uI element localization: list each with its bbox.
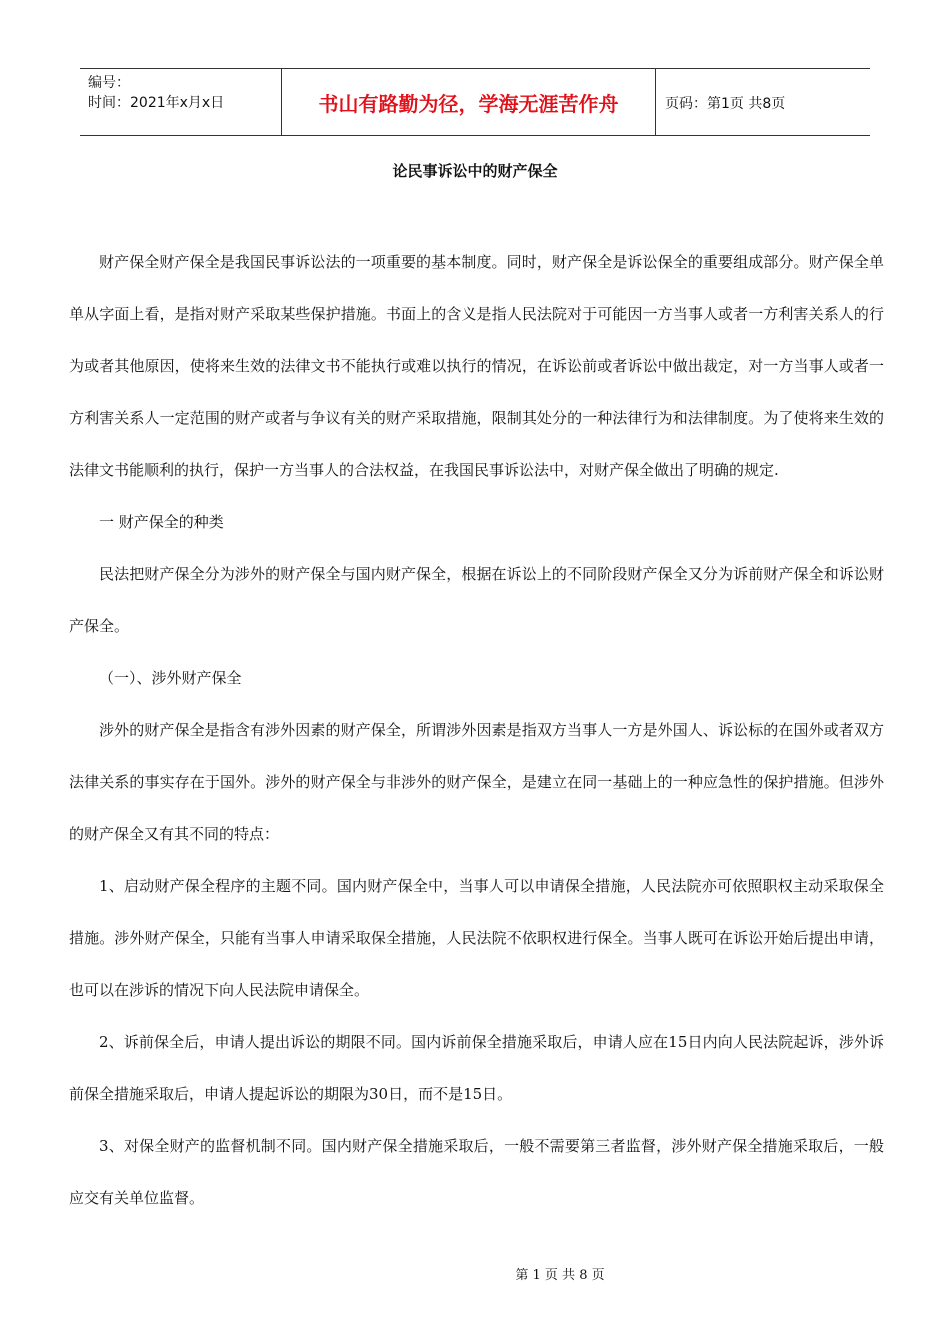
- document-date: 时间：2021年x月x日: [88, 95, 225, 111]
- document-title: 论民事诉讼中的财产保全: [392, 162, 558, 180]
- section-heading: 一 财产保全的种类: [99, 513, 224, 531]
- list-item: 2、诉前保全后，申请人提出诉讼的期限不同。国内诉前保全措施采取后，申请人应在15日内向人民法院起诉，涉外诉前保全措施采取后，申请人提起诉讼的期限为30日，而不是15日。: [69, 1033, 884, 1103]
- paragraph: 财产保全财产保全是我国民事诉讼法的一项重要的基本制度。同时，财产保全是诉讼保全的重要组成部分。财产保全单单从字面上看，是指对财产采取某些保护措施。书面上的含义是指人民法院对于可能因一方当事人或者一方利害关系人的行为或者其他原因，使将来生效的法律文书不能执行或难以执行的情况，在诉讼前或者诉讼中做出裁定，对一方当事人或者一方利害关系人一定范围的财产或者与争议有关的财产采取措施，限制其处分的一种法律行为和法律制度。为了使将来生效的法律文书能顺利的执行，保护一方当事人的合法权益，在我国民事诉讼法中，对财产保全做出了明确的规定.: [69, 253, 884, 479]
- paragraph: 涉外的财产保全是指含有涉外因素的财产保全，所谓涉外因素是指双方当事人一方是外国人、诉讼标的在国外或者双方法律关系的事实存在于国外。涉外的财产保全与非涉外的财产保全，是建立在同一基础上的一种应急性的保护措施。但涉外的财产保全又有其不同的特点：: [69, 721, 884, 843]
- list-item: 1、启动财产保全程序的主题不同。国内财产保全中，当事人可以申请保全措施，人民法院亦可依照职权主动采取保全措施。涉外财产保全，只能有当事人申请采取保全措施，人民法院不依职权进行保全。当事人既可在诉讼开始后提出申请，也可以在涉诉的情况下向人民法院申请保全。: [69, 877, 884, 999]
- header-meta: [88, 73, 224, 113]
- page-footer: 第 1 页 共 8 页: [515, 1268, 605, 1283]
- header-motto: 书山有路勤为径，学海无涯苦作舟: [281, 68, 656, 136]
- list-item: 3、对保全财产的监督机制不同。国内财产保全措施采取后，一般不需要第三者监督，涉外财产保全措施采取后，一般应交有关单位监督。: [69, 1137, 884, 1207]
- page-header: [80, 68, 870, 136]
- header-page-info: 页码：第1页 共8页: [665, 96, 786, 112]
- subsection-heading: （一）、涉外财产保全: [99, 669, 242, 687]
- document-body: [69, 236, 884, 1224]
- paragraph: 民法把财产保全分为涉外的财产保全与国内财产保全，根据在诉讼上的不同阶段财产保全又分为诉前财产保全和诉讼财产保全。: [69, 565, 884, 635]
- document-number: 编号：: [88, 75, 130, 91]
